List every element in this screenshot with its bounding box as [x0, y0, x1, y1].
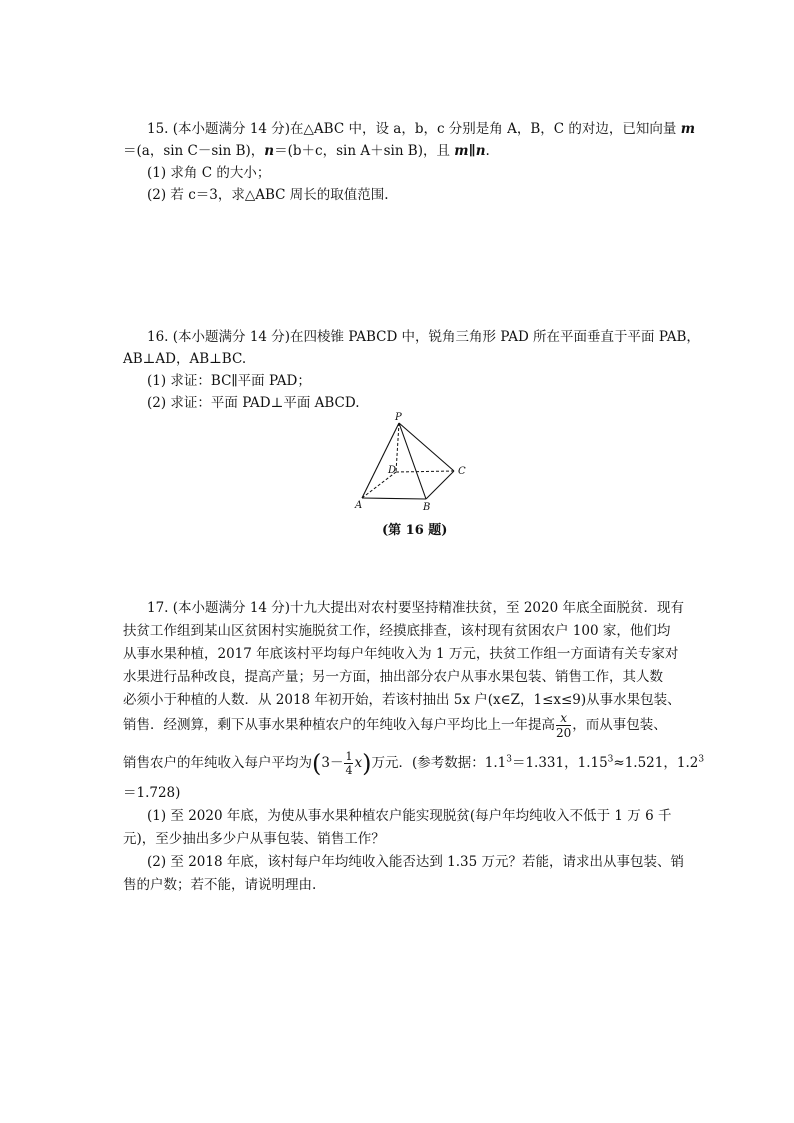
edge-PA — [362, 423, 399, 498]
q17-part2-line2: 售的户数；若不能，请说明理由. — [123, 877, 317, 893]
q16-part2: (2) 求证：平面 PAD⊥平面 ABCD. — [147, 395, 360, 411]
q17-line6 — [123, 712, 667, 739]
q15-line2 — [123, 145, 490, 159]
q17-text: ≈1.521，1.2 — [613, 755, 699, 771]
q17-text: 3－ — [321, 755, 344, 771]
vector-parallel: m∥n — [454, 143, 486, 159]
q15-line1 — [147, 123, 695, 137]
q16-line1: 16. (本小题满分 14 分)在四棱锥 PABCD 中，锐角三角形 PAD 所在平面垂直于平面 PAB， — [147, 329, 700, 345]
label-B: B — [423, 502, 431, 513]
q17-line1: 17. (本小题满分 14 分)十九大提出对农村要坚持精准扶贫，至 2020 年底全面脱贫．现有 — [147, 600, 684, 616]
vector-n: n — [264, 143, 275, 159]
variable-x: x — [354, 755, 363, 771]
q17-text: ，而从事包装、 — [572, 717, 667, 733]
edge-DC — [396, 471, 454, 472]
q15-part2: (2) 若 c＝3，求△ABC 周长的取值范围. — [147, 187, 389, 203]
q17-line2: 扶贫工作组到某山区贫困村实施脱贫工作，经摸底排查，该村现有贫困农户 100 家，他们均 — [123, 623, 671, 639]
fraction-x-over-20 — [556, 712, 571, 739]
q17-text: ＝1.331，1.15 — [511, 755, 608, 771]
q17-text: 销售．经测算，剩下从事水果种植农户的年纯收入每户平均比上一年提高 — [123, 717, 555, 733]
q17-line8: ＝1.728) — [123, 785, 181, 801]
right-paren: ) — [362, 749, 372, 778]
fraction-numerator: x — [560, 711, 568, 725]
exponent: 3 — [607, 754, 614, 765]
q17-text: 销售农户的年纯收入每户平均为 — [123, 755, 312, 771]
q15-text: ＝(a，sin C－sin B)， — [123, 143, 265, 159]
label-P: P — [395, 412, 402, 423]
q17-line4: 水果进行品种改良，提高产量；另一方面，抽出部分农户从事水果包装、销售工作，其人数 — [123, 669, 663, 685]
q17-line5: 必须小于种植的人数．从 2018 年初开始，若该村抽出 5x 户(x∈Z，1≤x≤9)从事水果包装、 — [123, 692, 681, 708]
q17-part1-line2: 元)，至少抽出多少户从事包装、销售工作？ — [123, 831, 385, 847]
q15-text: 15. (本小题满分 14 分)在△ABC 中，设 a，b，c 分别是角 A，B，C 的对边，已知向量 — [147, 121, 681, 137]
figure-caption: (第 16 题) — [382, 523, 448, 538]
q17-text: 万元．(参考数据：1.1 — [371, 755, 507, 771]
vector-m: m — [680, 121, 695, 137]
q17-line3: 从事水果种植，2017 年底该村平均每户年纯收入为 1 万元，扶贫工作组一方面请有关专家对 — [123, 646, 679, 662]
label-C: C — [458, 466, 466, 477]
q15-part1: (1) 求角 C 的大小； — [147, 165, 271, 181]
pyramid-figure — [350, 410, 480, 514]
edge-PD — [396, 423, 399, 472]
fraction-numerator: 1 — [345, 750, 353, 763]
q16-line2: AB⊥AD，AB⊥BC. — [123, 351, 247, 367]
q17-line7 — [123, 751, 704, 776]
label-A: A — [355, 500, 363, 511]
q15-text: . — [485, 143, 490, 159]
q17-part1-line1: (1) 至 2020 年底，为使从事水果种植农户能实现脱贫(每户年均纯收入不低于 1 万 6 千 — [147, 808, 672, 824]
exponent: 3 — [506, 754, 512, 765]
fraction-denominator: 20 — [556, 726, 572, 740]
edge-AB — [362, 498, 426, 499]
left-paren: ( — [312, 749, 322, 778]
fraction-one-quarter — [344, 751, 353, 776]
fraction-denominator: 4 — [345, 764, 353, 777]
edge-BC — [426, 471, 454, 499]
q17-part2-line1: (2) 至 2018 年底，该村每户年均纯收入能否达到 1.35 万元？若能，请求出从事包装、销 — [147, 854, 684, 870]
q16-part1: (1) 求证：BC∥平面 PAD； — [147, 373, 311, 389]
q15-text: ＝(b＋c，sin A＋sin B)，且 — [274, 143, 455, 159]
exponent: 3 — [698, 754, 705, 765]
label-D: D — [388, 465, 397, 476]
